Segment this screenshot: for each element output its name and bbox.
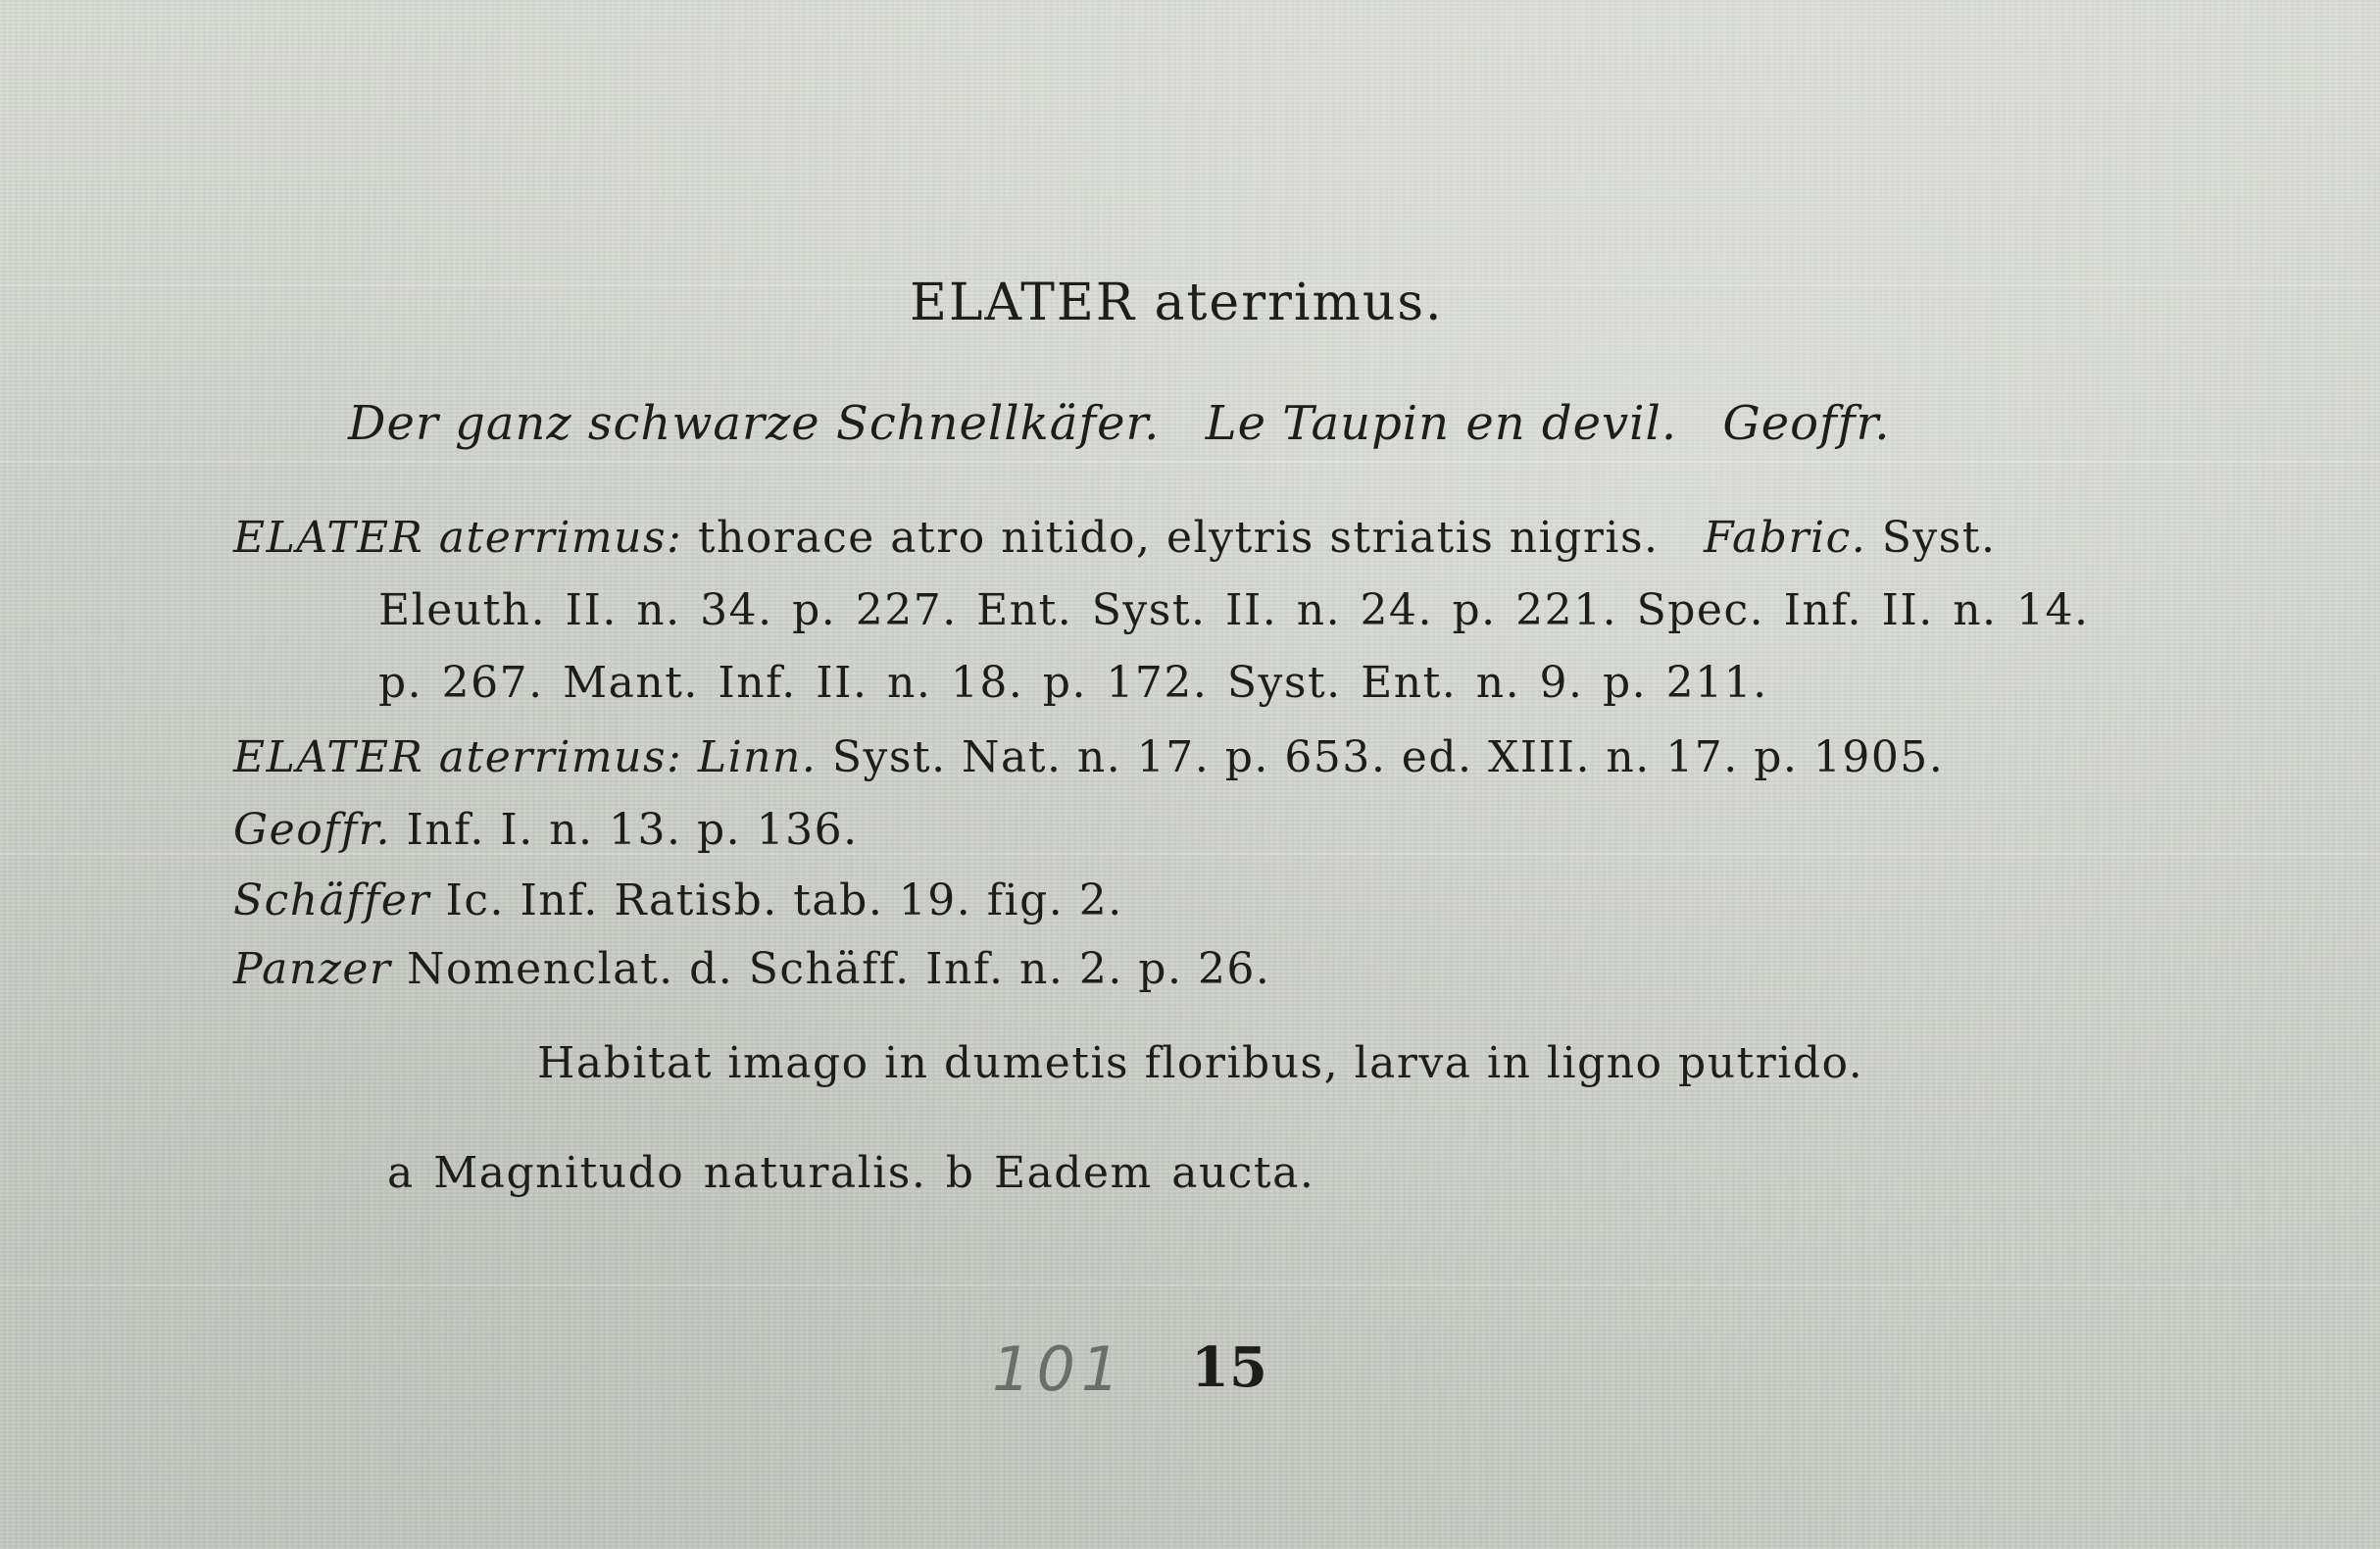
page-title [910,274,1444,332]
reference-lead: ELATER aterrimus: [233,732,683,782]
reference-tail: Syst. [1881,513,1997,563]
habitat-text: Habitat imago in dumetis floribus, larva in ligno putrido. [537,1038,1864,1088]
reference-text: Ic. Inf. Ratisb. tab. 19. fig. 2. [445,875,1123,925]
reference-line [233,731,1944,784]
reference-cite: Fabric. [1704,513,1867,563]
title-species: aterrimus. [1154,274,1444,332]
reference-text: Syst. Nat. n. 17. p. 653. ed. XIII. n. 17. p. 1905. [831,732,1945,782]
reference-line [233,512,1996,565]
reference-continuation: Eleuth. II. n. 34. p. 227. Ent. Syst. II. n. 24. p. 221. Spec. Inf. II. n. 14. [378,585,2090,635]
reference-line [233,943,1270,996]
reference-line [233,874,1123,927]
reference-text: Nomenclat. d. Schäff. Inf. n. 2. p. 26. [406,944,1271,994]
reference-lead: Geoffr. [233,805,391,855]
reference-lead: Panzer [233,944,392,994]
german-name: Der ganz schwarze Schnellkäfer. [348,396,1161,451]
french-name: Le Taupin en devil. [1205,396,1678,451]
paper-chain-line [0,461,2380,463]
reference-lead: Schäffer [233,875,430,925]
reference-cite: Linn. [697,732,818,782]
reference-lead: ELATER aterrimus: [233,513,683,563]
title-genus: ELATER [910,274,1136,332]
page-number: 15 [1191,1335,1267,1400]
reference-text: thorace atro nitido, elytris striatis nigris. [697,513,1660,563]
paper-chain-line [0,1284,2380,1286]
reference-text: Inf. I. n. 13. p. 136. [406,805,859,855]
figure-legend: a Magnitudo naturalis. b Eadem aucta. [387,1148,1315,1198]
pencil-annotation: 101 [992,1333,1126,1405]
common-names [348,397,1890,450]
reference-continuation: p. 267. Mant. Inf. II. n. 18. p. 172. Syst. Ent. n. 9. p. 211. [378,658,1768,708]
reference-line [233,804,859,857]
french-name-author: Geoffr. [1722,396,1891,451]
